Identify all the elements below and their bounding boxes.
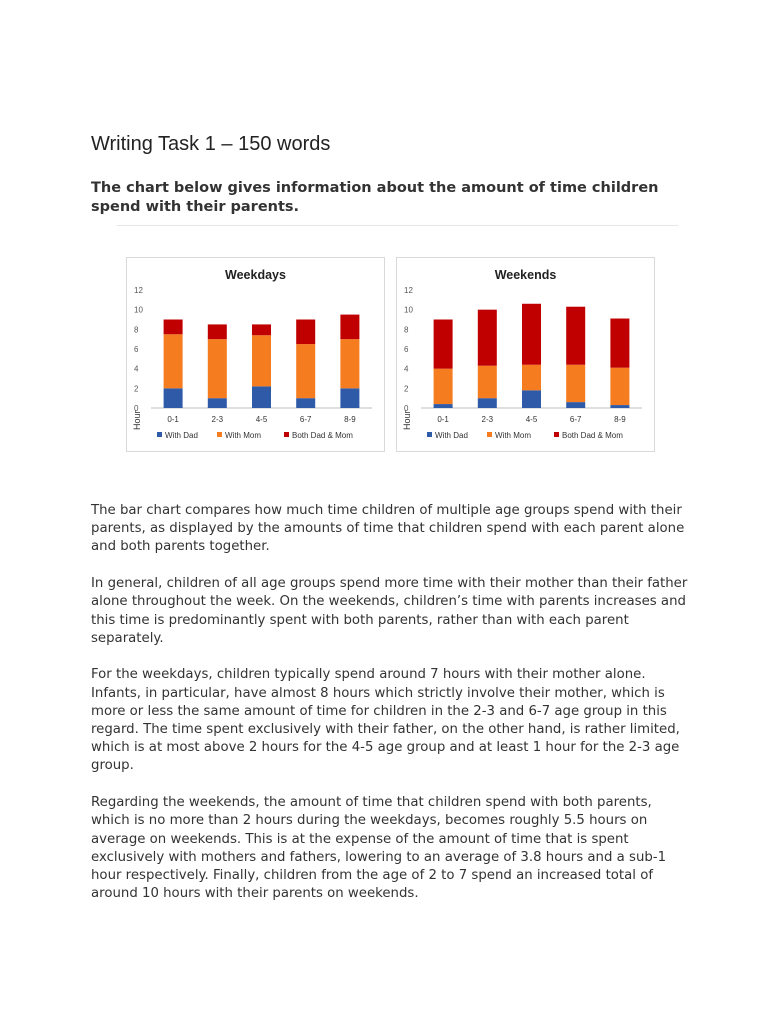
bar-with-dad-8-9: [340, 388, 359, 408]
bar-with-mom-4-5: [522, 365, 541, 391]
legend-label-with-dad: With Dad: [165, 431, 198, 440]
chart-title: Weekends: [494, 268, 557, 282]
paragraph-overview: The bar chart compares how much time children of multiple age groups spend with their parents, as displayed by the amounts of time that children spend with each parent alone and both parents together.: [91, 503, 685, 555]
legend-label-both-dad-and-mom: Both Dad & Mom: [562, 431, 623, 440]
task-prompt: The chart below gives information about the amount of time children spend with their parents.: [91, 180, 659, 215]
bar-with-dad-6-7: [296, 398, 315, 408]
bar-with-mom-8-9: [610, 368, 629, 405]
bar-with-dad-0-1: [434, 404, 453, 408]
bar-both-dad-and-mom-0-1: [164, 320, 183, 335]
y-tick-label: 8: [134, 325, 139, 335]
bar-with-dad-2-3: [478, 398, 497, 408]
bar-with-mom-6-7: [566, 365, 585, 402]
bar-both-dad-and-mom-8-9: [340, 315, 359, 340]
bar-with-dad-4-5: [252, 386, 271, 408]
bar-both-dad-and-mom-0-1: [434, 320, 453, 369]
weekends-chart: [396, 257, 655, 452]
y-tick-label: 12: [404, 286, 413, 295]
legend-swatch-with-dad: [427, 432, 432, 437]
y-tick-label: 0: [404, 404, 409, 413]
bar-both-dad-and-mom-4-5: [252, 324, 271, 335]
bar-both-dad-and-mom-4-5: [522, 304, 541, 365]
divider: [117, 225, 678, 226]
bar-with-dad-4-5: [522, 390, 541, 408]
y-tick-label: 12: [134, 286, 143, 295]
y-axis-label: Hour: [402, 410, 412, 430]
x-tick-label: 2-3: [211, 415, 224, 424]
chart-title: Weekdays: [225, 268, 286, 282]
legend-label-with-dad: With Dad: [435, 431, 468, 440]
y-tick-label: 0: [134, 404, 139, 413]
bar-both-dad-and-mom-8-9: [610, 319, 629, 368]
x-tick-label: 4-5: [255, 415, 268, 424]
legend-swatch-with-dad: [157, 432, 162, 437]
bar-with-dad-0-1: [164, 388, 183, 408]
bar-with-mom-2-3: [478, 366, 497, 398]
bar-with-mom-2-3: [208, 339, 227, 398]
bar-with-mom-4-5: [252, 335, 271, 386]
legend-label-with-mom: With Mom: [495, 431, 531, 440]
x-tick-label: 8-9: [614, 415, 626, 424]
bar-with-dad-6-7: [566, 402, 585, 408]
legend-swatch-both-dad-and-mom: [554, 432, 559, 437]
bar-both-dad-and-mom-6-7: [566, 307, 585, 365]
y-tick-label: 10: [134, 305, 143, 315]
legend-label-both-dad-and-mom: Both Dad & Mom: [292, 431, 353, 440]
bar-with-mom-0-1: [164, 334, 183, 388]
y-tick-label: 10: [404, 305, 413, 315]
y-tick-label: 6: [134, 345, 139, 354]
bar-with-dad-2-3: [208, 398, 227, 408]
y-tick-label: 6: [404, 345, 409, 354]
x-tick-label: 4-5: [525, 415, 538, 424]
x-tick-label: 2-3: [481, 415, 494, 424]
x-tick-label: 0-1: [167, 415, 179, 424]
y-tick-label: 4: [404, 364, 409, 374]
y-tick-label: 2: [404, 384, 409, 394]
bar-with-dad-8-9: [610, 405, 629, 408]
legend-swatch-with-mom: [217, 432, 222, 437]
paragraph-weekends: Regarding the weekends, the amount of time that children spend with both parents, which is no more than 2 hours during the weekdays, becomes roughly 5.5 hours on average on weekends. This is at the expense of the amount of time that is spent exclusively with mothers and fathers, lowering to an average of 3.8 hours and a sub-1 hour respectively. Finally, children from the age of 2 to 7 spend an increased total of around 10 hours with their parents on weekends.: [91, 795, 667, 902]
bar-with-mom-6-7: [296, 344, 315, 398]
paragraph-general: In general, children of all age groups spend more time with their mother than their father alone throughout the week. On the weekends, children’s time with parents increases and this time is predominantly spent with both parents, rather than with each parent separately.: [91, 576, 688, 646]
bar-both-dad-and-mom-2-3: [478, 310, 497, 366]
legend-swatch-with-mom: [487, 432, 492, 437]
x-tick-label: 6-7: [569, 415, 582, 424]
bar-with-mom-0-1: [434, 369, 453, 404]
x-tick-label: 0-1: [437, 415, 449, 424]
weekdays-chart: [126, 257, 385, 452]
paragraph-weekdays: For the weekdays, children typically spend around 7 hours with their mother alone. Infants, in particular, have almost 8 hours which strictly involve their mother, which is more or less the same amount of time for children in the 2-3 and 6-7 age group in this regard. The time spent exclusively with their father, on the other hand, is rather limited, which is at most above 2 hours for the 4-5 age group and at least 1 hour for the 2-3 age group.: [91, 667, 680, 774]
bar-both-dad-and-mom-2-3: [208, 324, 227, 339]
legend-swatch-both-dad-and-mom: [284, 432, 289, 437]
x-tick-label: 6-7: [299, 415, 312, 424]
y-tick-label: 2: [134, 384, 139, 394]
bar-with-mom-8-9: [340, 339, 359, 388]
x-tick-label: 8-9: [344, 415, 356, 424]
bar-both-dad-and-mom-6-7: [296, 320, 315, 345]
legend-label-with-mom: With Mom: [225, 431, 261, 440]
y-axis-label: Hour: [132, 410, 142, 430]
y-tick-label: 8: [404, 325, 409, 335]
page-title: Writing Task 1 – 150 words: [91, 133, 331, 155]
essay-body: [91, 502, 691, 922]
y-tick-label: 4: [134, 364, 139, 374]
